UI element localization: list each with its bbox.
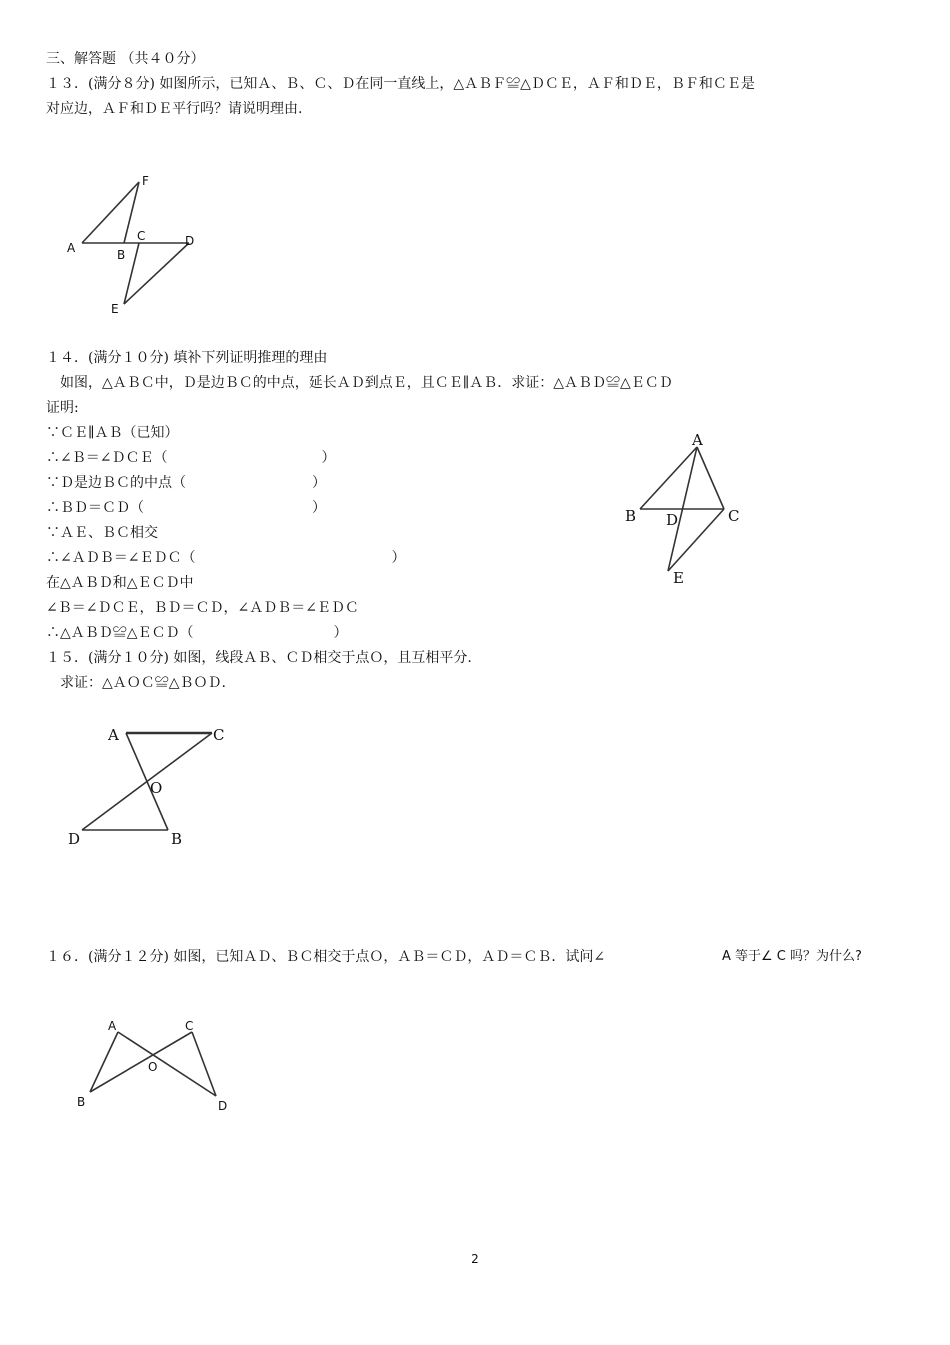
q14-label-e: E: [673, 569, 684, 587]
q14-step-9: ∴△ＡＢＤ≌△ＥＣＤ（ ）: [46, 625, 348, 641]
q14-step-8: ∠Ｂ＝∠ＤＣＥ，ＢＤ＝ＣＤ，∠ＡＤＢ＝∠ＥＤＣ: [46, 600, 359, 616]
q13-line2: 对应边，ＡＦ和ＤＥ平行吗？请说明理由.: [46, 101, 303, 117]
q15-line2: 求证：△ＡＯＣ≌△ＢＯＤ.: [60, 675, 226, 691]
q14-step-4: ∴ＢＤ＝ＣＤ（ ）: [46, 500, 326, 516]
q15-label-o: O: [150, 779, 163, 797]
q14-label-b: B: [625, 507, 637, 525]
q15-figure: [60, 718, 260, 868]
q13-label-e: E: [111, 302, 119, 316]
q14-title: １４．(满分１０分) 填补下列证明推理的理由: [46, 350, 328, 366]
q13-label-c: C: [137, 229, 146, 243]
q13-line1: １３．(满分８分) 如图所示，已知Ａ、Ｂ、Ｃ、Ｄ在同一直线上，△ＡＢＦ≌△ＤＣＥ，ＡＦ和ＤＥ，ＢＦ和ＣＥ是: [46, 76, 755, 92]
q14-label-d: D: [666, 511, 679, 529]
q16-figure: [70, 1010, 270, 1120]
q16-line-part1: １６．(满分１２分) 如图，已知ＡＤ、ＢＣ相交于点Ｏ，ＡＢ＝ＣＤ，ＡＤ＝ＣＢ．试问∠: [46, 949, 606, 965]
q14-step-7: 在△ＡＢＤ和△ＥＣＤ中: [46, 575, 194, 591]
q14-label-c: C: [728, 507, 740, 525]
q14-step-1: ∵ＣＥ∥ＡＢ（已知）: [46, 425, 179, 441]
q16-label-b: B: [77, 1095, 86, 1109]
q16-line-part2: A 等于∠ C 吗？为什么?: [722, 949, 862, 964]
q13-label-d: D: [185, 234, 195, 248]
q14-step-2: ∴∠Ｂ＝∠ＤＣＥ（ ）: [46, 450, 336, 466]
q16-label-o: O: [148, 1060, 158, 1074]
q13-label-a: A: [67, 241, 76, 255]
q13-figure: [50, 160, 250, 330]
q16-label-a: A: [108, 1019, 117, 1033]
q13-label-f: F: [142, 174, 149, 188]
q16-label-d: D: [218, 1099, 228, 1113]
q15-label-a: A: [108, 726, 119, 744]
q15-label-d: D: [68, 830, 81, 848]
q15-label-c: C: [213, 726, 225, 744]
q14-step-3: ∵Ｄ是边ＢＣ的中点（ ）: [46, 475, 326, 491]
q14-statement: 如图，△ＡＢＣ中，Ｄ是边ＢＣ的中点，延长ＡＤ到点Ｅ，且ＣＥ∥ＡＢ．求证：△ＡＢＤ≌△ＥＣＤ: [60, 375, 673, 391]
q16-label-c: C: [185, 1019, 194, 1033]
q14-figure: [610, 425, 780, 595]
q15-line1: １５．(满分１０分) 如图，线段ＡＢ、ＣＤ相交于点Ｏ，且互相平分.: [46, 650, 472, 666]
q14-step-6: ∴∠ＡＤＢ＝∠ＥＤＣ（ ）: [46, 550, 406, 566]
q13-label-b: B: [117, 248, 126, 262]
q14-step-5: ∵ＡＥ、ＢＣ相交: [46, 525, 158, 541]
section-title: 三、解答题 （共４０分）: [46, 51, 205, 67]
q14-label-a: A: [692, 431, 703, 449]
q15-label-b: B: [171, 830, 183, 848]
page-number: 2: [471, 1252, 479, 1266]
q14-proof-label: 证明:: [46, 400, 79, 416]
